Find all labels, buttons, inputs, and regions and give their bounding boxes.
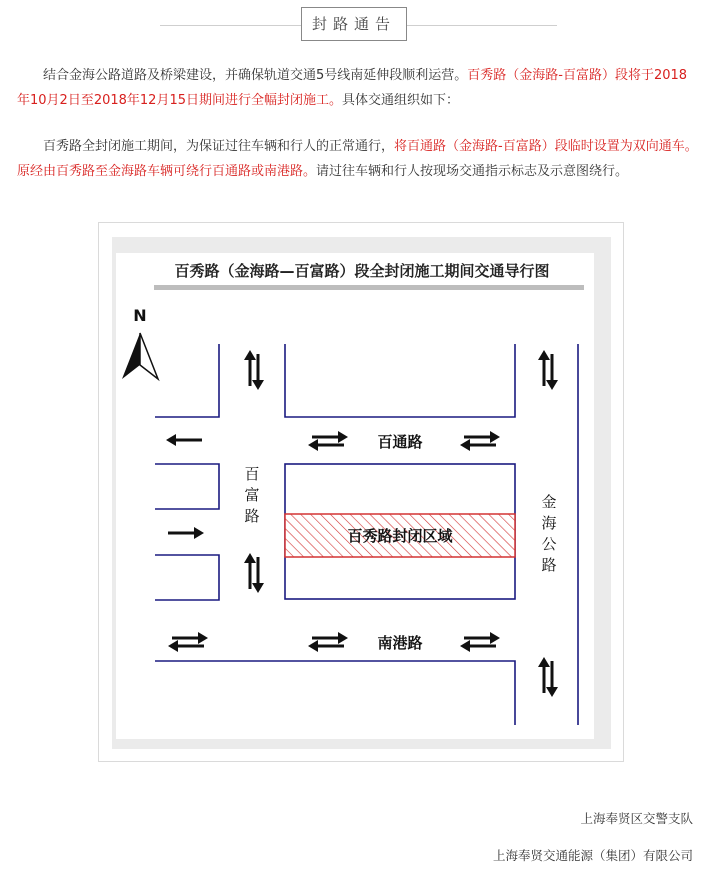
road-label-baitong: 百通路: [377, 433, 423, 451]
p2-tail-text: 请过往车辆和行人按现场交通指示标志及示意图绕行。: [316, 164, 629, 179]
baifu-char-3: 路: [244, 507, 260, 525]
p2-text: 百秀路全封闭施工期间，为保证过往车辆和行人的正常通行，: [43, 139, 395, 154]
baifu-char-2: 富: [244, 486, 260, 504]
traffic-map: [112, 237, 611, 749]
notice-title: 封路通告: [301, 7, 407, 41]
north-label: N: [133, 306, 147, 325]
title-underline: [154, 285, 584, 290]
traffic-map-svg: [112, 237, 611, 749]
road-label-baifu: [244, 465, 259, 525]
closed-zone-label: 百秀路封闭区域: [347, 527, 453, 545]
map-background: [116, 253, 594, 739]
jinhai-char-2: 海: [541, 514, 557, 532]
road-label-nangang: 南港路: [377, 634, 423, 652]
notice-paragraph-1: [17, 63, 700, 113]
signature-police: 上海奉贤区交警支队: [580, 811, 693, 826]
p1-text: 结合金海公路道路及桥梁建设，并确保轨道交通5号线南延伸段顺利运营。: [43, 68, 468, 83]
jinhai-char-4: 路: [541, 556, 557, 574]
jinhai-char-3: 公: [541, 535, 557, 553]
p1-tail-text: 具体交通组织如下：: [341, 93, 459, 108]
p2-detour-text: 将百通路（金海路-百富路）段临时设置为双向通车。原经由百秀路至金海路车辆可绕行百通路或南港路。: [17, 139, 698, 179]
baifu-char-1: 百: [244, 465, 260, 483]
header-rule-left: [160, 25, 301, 26]
traffic-map-frame: [98, 222, 624, 762]
map-title: 百秀路（金海路—百富路）段全封闭施工期间交通导行图: [174, 262, 550, 280]
signature-company: 上海奉贤交通能源（集团）有限公司: [492, 848, 693, 863]
jinhai-char-1: 金: [541, 493, 557, 511]
header-rule-right: [407, 25, 557, 26]
p1-closure-text: 百秀路（金海路-百富路）段将于2018年10月2日至2018年12月15日期间进行全幅封闭施工。: [17, 68, 688, 108]
notice-paragraph-2: [17, 134, 700, 184]
